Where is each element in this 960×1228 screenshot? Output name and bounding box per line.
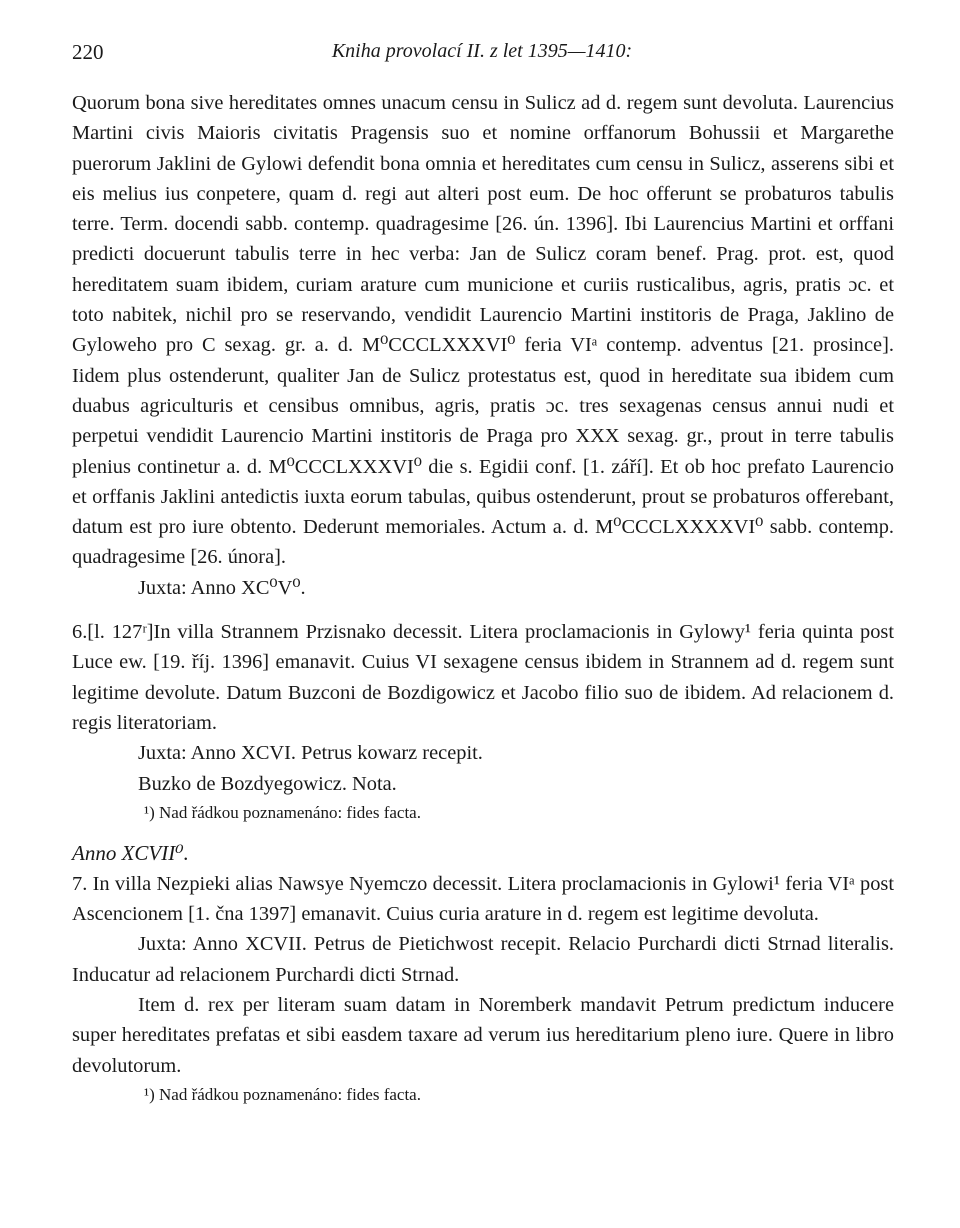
footnote-1: ¹) Nad řádkou poznamenáno: fides facta. (144, 802, 421, 822)
buzko-line: Buzko de Bozdyegowicz. Nota. (138, 772, 397, 795)
paragraph-sulicz: Quorum bona sive hereditates omnes unacum censu in Sulicz ad d. regem sunt devoluta. Laurencius Martini civis Maioris civitatis Pragensis suo et nomine orffanorum Bohussii et Margarethe puerorum Jaklini de Gylowi defendit bona omnia et hereditates cum censu in Sulicz, asserens sibi et eis melius ius conpetere, quam d. regi aut alteri post eum. De hoc offerunt se probaturos tabulis terre. Term. docendi sabb. contemp. quadragesime [26. ún. 1396]. Ibi Laurencius Martini et orffani predicti docuerunt tabulis terre in hec verba: Jan de Sulicz coram benef. Prag. prot. est, quod hereditatem suam ibidem, curiam arature cum municione et curiis rusticalibus, agris, pratis ɔc. et toto nabitek, nichil pro se reservando, vendidit Laurencio Martini institoris de Praga, Jaklino de Gyloweho pro C sexag. gr. a. d. M⁰CCCLXXXVI⁰ feria VIᵃ contemp. adventus [21. prosince]. Iidem plus ostenderunt, qualiter Jan de Sulicz protestatus est, quod in hereditate sua ibidem cum duabus agriculturis et censibus omnibus, agris, pratis ɔc. tres sexagenas census annui nudi et perpetui vendidit Laurencio Martini institoris de Praga pro XXX sexag. gr., prout in terre tabulis plenius continetur a. d. M⁰CCCLXXXVI⁰ die s. Egidii conf. [1. září]. Et ob hoc prefato Laurencio et orffanis Jaklini antedictis iuxta eorum tabulas, quibus ostenderunt, prout se probaturos offerebant, datum est pro iure obtento. Dederunt memoriales. Actum a. d. M⁰CCCLXXXXVI⁰ sabb. contemp. quadragesime [26. února]. (72, 92, 894, 569)
page-number: 220 (72, 40, 104, 64)
juxta-note-2: Juxta: Anno XCVI. Petrus kowarz recepit. (138, 742, 483, 765)
footnote-2: ¹) Nad řádkou poznamenáno: fides facta. (144, 1084, 421, 1104)
running-title: Kniha provolací II. z let 1395—1410: (331, 40, 633, 62)
section-heading-anno: Anno XCVII⁰. (72, 840, 189, 865)
juxta-note-3: Juxta: Anno XCVII. Petrus de Pietichwost recepit. Relacio Purchardi dicti Strnad literalis. Inducatur ad relacionem Purchardi dicti Strnad. (72, 933, 894, 986)
entry-7: 7. In villa Nezpieki alias Nawsye Nyemczo decessit. Litera proclamacionis in Gylowi¹ feria VIᵃ post Ascencionem [1. čna 1397] emanavit. Cuius curia arature in d. regem est legitime devoluta. (72, 872, 894, 926)
entry-6: 6.[l. 127ʳ]In villa Strannem Przisnako decessit. Litera proclamacionis in Gylowy¹ feria quinta post Luce ew. [19. říj. 1396] emanavit. Cuius VI sexagene census ibidem in Strannem ad d. regem sunt legitime devolute. Datum Buzconi de Bozdigowicz et Jacobo filio suo de ibidem. Ad relacionem d. regis literatoriam. (72, 621, 894, 734)
page-header (72, 40, 892, 68)
page-body (72, 88, 894, 1109)
paragraph-item: Item d. rex per literam suam datam in Noremberk mandavit Petrum predictum inducere super hereditates prefatas et sibi easdem taxare ad verum ius hereditarium pleno iure. Quere in libro devolutorum. (72, 994, 894, 1077)
juxta-note-1: Juxta: Anno XC⁰V⁰. (138, 576, 306, 599)
